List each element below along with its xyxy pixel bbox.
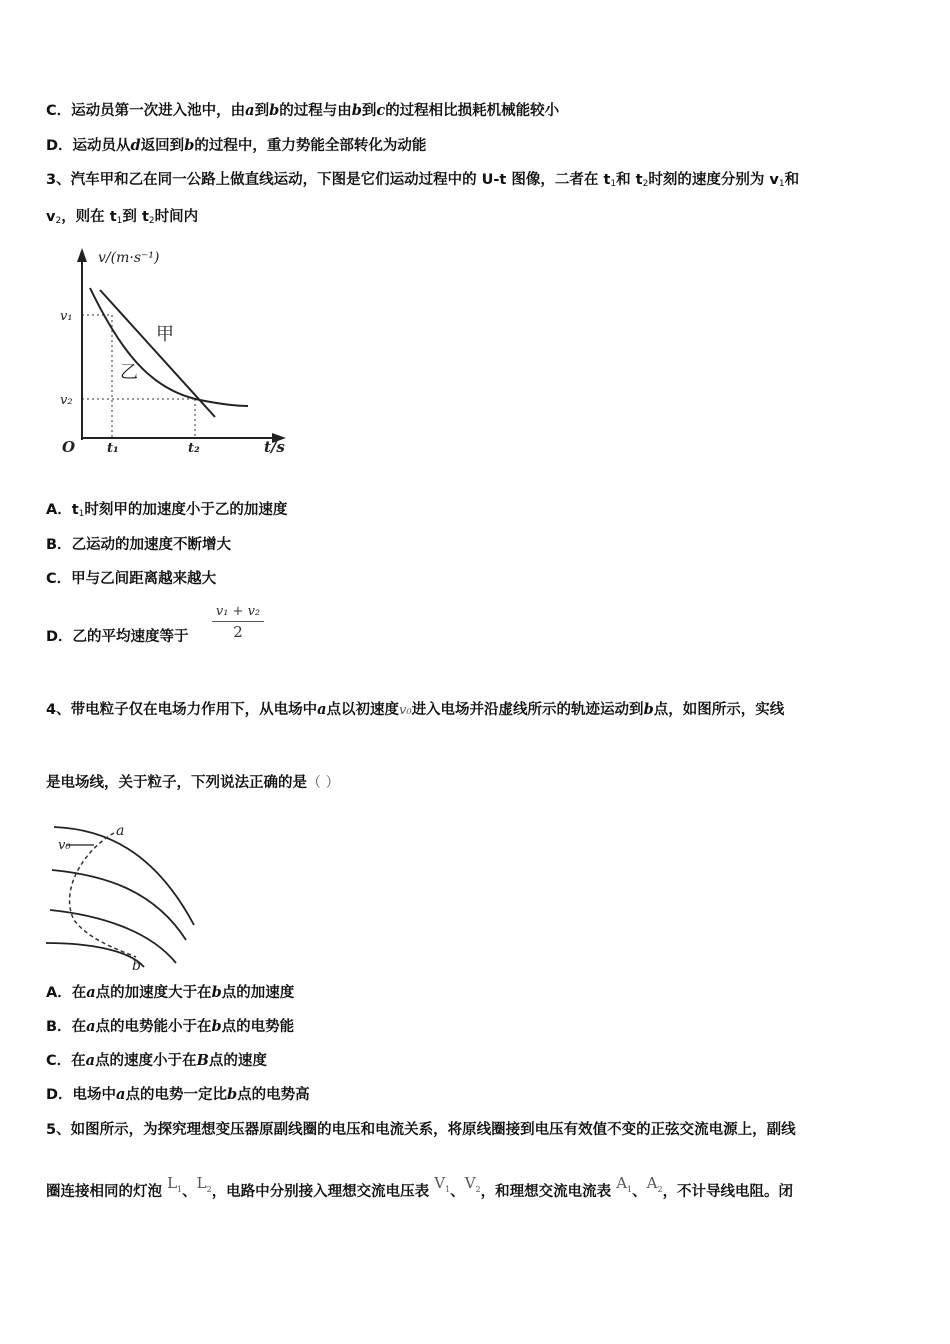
symbol-A1 (616, 1174, 632, 1192)
q3-stem-line1 (46, 170, 799, 194)
q4-option-d (46, 1085, 310, 1105)
option-label: C． (46, 1053, 72, 1069)
symbol-letter: V (434, 1174, 446, 1192)
question-number: 3、 (46, 172, 71, 188)
option-label: A． (46, 502, 72, 518)
option-text: 乙的平均速度等于 (72, 629, 189, 645)
stem-text: 到 t (122, 209, 149, 225)
v0-symbol: v₀ (399, 703, 412, 718)
option-text: 到 (361, 103, 377, 119)
option-text: 电场中 (72, 1087, 117, 1103)
stem-text: 圈连接相同的灯泡 (46, 1184, 162, 1200)
stem-text: v (46, 209, 56, 225)
stem-text: ，则在 t (61, 209, 117, 225)
option-label: B． (46, 537, 72, 553)
stem-text: 进入电场并沿虚线所示的轨迹运动到 (411, 702, 644, 718)
option-text: 乙运动的加速度不断增大 (71, 537, 232, 553)
symbol-letter: A (646, 1174, 658, 1192)
stem-text: 如图所示，为探究理想变压器原副线圈的电压和电流关系，将原线圈接到电压有效值不变的正弦交流电源上，副线 (70, 1122, 796, 1138)
var-d: d (130, 137, 141, 154)
option-text: 在 (71, 985, 87, 1001)
symbol-letter: L (167, 1174, 178, 1192)
q2-option-c (46, 101, 559, 121)
var-c: c (376, 102, 386, 119)
var-b: b (351, 102, 362, 119)
separator: 、 (182, 1184, 197, 1200)
q5-stem-line1 (46, 1120, 796, 1140)
var-b: b (184, 137, 195, 154)
stem-text: 时刻的速度分别为 v (648, 172, 779, 188)
option-text: 的过程与由 (279, 103, 352, 119)
stem-text: ，电路中分别接入理想交流电压表 (211, 1184, 430, 1200)
q4-stem-line2 (46, 773, 339, 793)
fraction-denominator: 2 (233, 623, 243, 641)
var-b: B (196, 1052, 209, 1069)
option-text: 运动员第一次进入池中，由 (71, 103, 246, 119)
subscript: 1 (610, 179, 617, 189)
stem-text: ，不计导线电阻。闭 (662, 1184, 794, 1200)
option-label: C． (46, 103, 72, 119)
option-text: 运动员从 (72, 138, 131, 154)
stem-text: 点以初速度 (326, 702, 399, 718)
var-b: b (269, 102, 280, 119)
symbol-A2 (647, 1174, 663, 1192)
separator: 、 (632, 1184, 647, 1200)
question-number: 5、 (46, 1122, 71, 1138)
q5-stem-line2 (46, 1174, 794, 1208)
q3-option-c (46, 569, 216, 589)
option-text: 点的电势能小于在 (95, 1019, 212, 1035)
symbol-letter: L (196, 1174, 207, 1192)
v2-label: v₂ (60, 393, 73, 408)
field-line-2 (52, 870, 186, 940)
subscript: 1 (445, 1185, 451, 1194)
option-text: 返回到 (140, 138, 185, 154)
option-label: C． (46, 571, 72, 587)
stem-text: 点，如图所示，实线 (653, 702, 785, 718)
point-a-label: a (116, 823, 125, 839)
var-a: a (317, 701, 327, 718)
q4-field-figure (44, 815, 204, 975)
var-a: a (116, 1086, 126, 1103)
fraction-numerator: v₁ + v₂ (212, 604, 264, 622)
stem-text: 和 (784, 172, 800, 188)
q4-option-b (46, 1017, 294, 1037)
subscript: 2 (475, 1185, 481, 1194)
field-line-3 (50, 910, 176, 963)
jia-label: 甲 (156, 324, 174, 345)
subscript: 1 (177, 1185, 183, 1194)
option-text: 时刻甲的加速度小于乙的加速度 (84, 502, 288, 518)
symbol-V1 (434, 1174, 450, 1192)
t2-label: t₂ (188, 441, 200, 456)
option-label: D． (46, 1087, 73, 1103)
option-text: 的过程中，重力势能全部转化为动能 (194, 138, 427, 154)
x-axis-label: t/s (264, 438, 285, 456)
curve-jia (100, 290, 215, 417)
var-a: a (245, 102, 255, 119)
option-text: 点的加速度大于在 (95, 985, 212, 1001)
separator: 、 (450, 1184, 465, 1200)
trajectory (70, 833, 136, 957)
subscript: 1 (778, 179, 785, 189)
option-label: D． (46, 138, 73, 154)
symbol-L2 (197, 1174, 212, 1192)
option-text: 到 (254, 103, 270, 119)
option-text: 在 (71, 1053, 86, 1069)
option-text: 点的速度 (208, 1053, 267, 1069)
q3-option-b (46, 535, 231, 555)
stem-text: ，和理想交流电流表 (480, 1184, 612, 1200)
q3-vt-graph (50, 240, 300, 460)
q4-option-c (46, 1051, 267, 1071)
subscript: 2 (657, 1185, 663, 1194)
var-b: b (211, 984, 222, 1001)
q4-stem-line1 (46, 700, 784, 721)
option-text: 点的电势高 (237, 1087, 310, 1103)
subscript: 2 (55, 216, 62, 226)
option-text: 点的加速度 (221, 985, 295, 1001)
stem-text: 是电场线，关于粒子，下列说法正确的是 (46, 775, 307, 791)
q3-fraction (212, 604, 264, 641)
stem-text: 带电粒子仅在电场力作用下，从电场中 (70, 702, 318, 718)
symbol-letter: A (616, 1174, 628, 1192)
question-number: 4、 (46, 702, 71, 718)
var-a: a (85, 1052, 96, 1069)
option-label: D． (46, 629, 73, 645)
answer-paren: （ ） (307, 775, 340, 791)
option-label: B． (46, 1019, 72, 1035)
origin-label: O (62, 438, 76, 456)
var-a: a (86, 1018, 96, 1035)
q3-option-d (46, 627, 189, 647)
option-text: 点的电势能 (221, 1019, 295, 1035)
subscript: 1 (627, 1185, 633, 1194)
stem-text: 和 t (616, 172, 643, 188)
option-text: 甲与乙间距离越来越大 (71, 571, 217, 587)
q3-option-a (46, 500, 287, 524)
stem-text: 时间内 (154, 209, 199, 225)
option-text: 点的速度小于在 (95, 1053, 197, 1069)
symbol-letter: V (464, 1174, 476, 1192)
var-b: b (226, 1086, 238, 1103)
subscript: 2 (642, 179, 649, 189)
symbol-V2 (465, 1174, 481, 1192)
subscript: 1 (78, 509, 85, 519)
option-text: t (71, 502, 79, 518)
v0-label: v₀ (58, 838, 71, 853)
q3-stem-line2 (46, 207, 198, 231)
option-text: 点的电势一定比 (125, 1087, 227, 1103)
t1-label: t₁ (107, 441, 119, 456)
point-b-label: b (132, 958, 141, 974)
option-label: A． (46, 985, 72, 1001)
q4-option-a (46, 983, 294, 1003)
q2-option-d (46, 136, 426, 156)
var-a: a (86, 984, 96, 1001)
subscript: 2 (206, 1185, 212, 1194)
symbol-L1 (167, 1174, 182, 1192)
yi-label: 乙 (120, 362, 138, 383)
y-axis-arrow (77, 248, 87, 262)
stem-text: 汽车甲和乙在同一公路上做直线运动，下图是它们运动过程中的 U-t 图像，二者在 t (70, 172, 611, 188)
var-b: b (643, 701, 654, 718)
subscript: 1 (116, 216, 123, 226)
option-text: 的过程相比损耗机械能较小 (385, 103, 560, 119)
var-b: b (211, 1018, 222, 1035)
v1-label: v₁ (60, 309, 73, 324)
option-text: 在 (71, 1019, 87, 1035)
y-axis-label: v/(m·s⁻¹) (98, 250, 160, 266)
subscript: 2 (148, 216, 155, 226)
